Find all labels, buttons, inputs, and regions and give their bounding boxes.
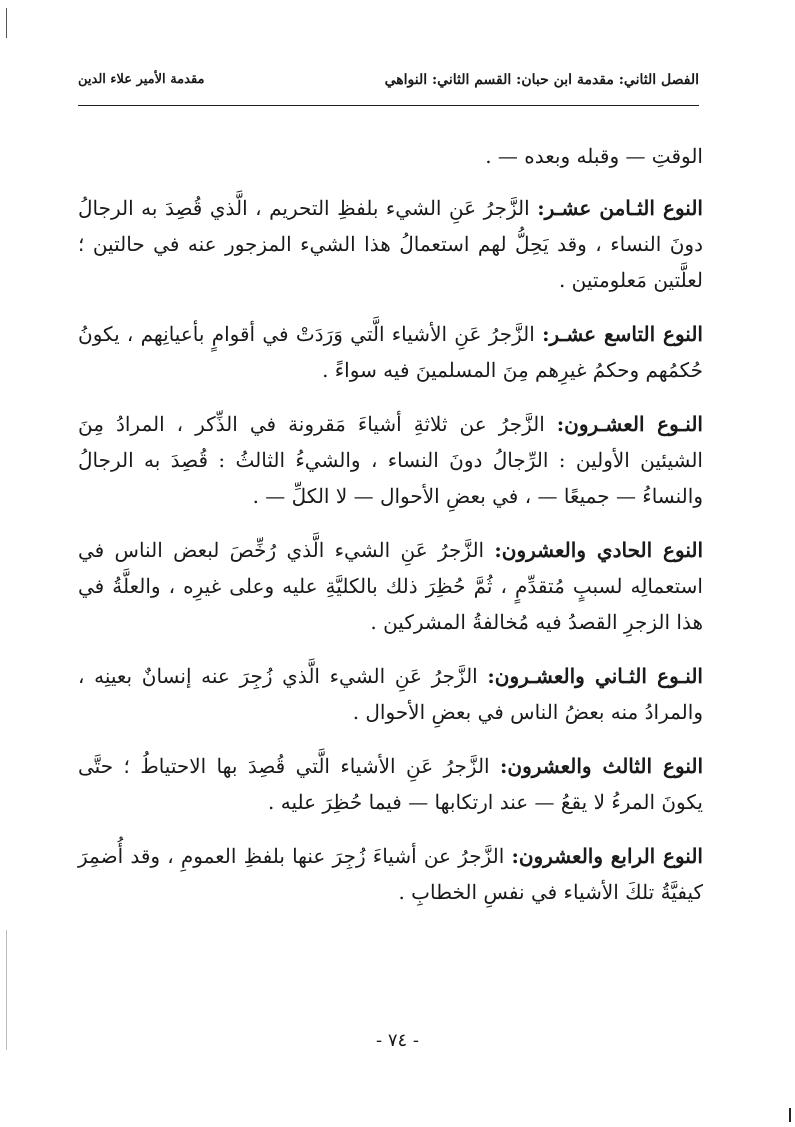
paragraph-type-19	[78, 316, 703, 388]
paragraph-type-23	[78, 748, 703, 820]
paragraph-heading: النوع الثالث والعشرون:	[500, 754, 704, 778]
paragraph-heading: النوع الحادي والعشرون:	[494, 538, 704, 562]
paragraph-text: الزَّجرُ عَنِ الشيء بلفظِ التحريم ، الَّذي قُصِدَ به الرجالُ دونَ النساء ، وقد يَحِلُّ لهم استعمالُ هذا الشيء المزجور عنه في حالتين ؛ لعلَّتين مَعلومتين .	[78, 196, 704, 292]
paragraph-type-18	[78, 190, 703, 298]
paragraph-heading: النـوع العشـرون:	[556, 412, 703, 436]
paragraph-heading: النوع التاسع عشـر:	[542, 322, 703, 346]
paragraph-text: الزَّجرُ عن أشياءَ زُجِرَ عنها بلفظِ العمومِ ، وقد أُضمِرَ كيفيَّةُ تلكَ الأشياء في نفسِ الخطابِ .	[78, 844, 703, 904]
paragraph-text: الزَّجرُ عَنِ الأشياء الَّتي قُصِدَ بها الاحتياطُ ؛ حتَّى يكونَ المرءُ لا يقعُ — عند ارتكابها — فيما حُظِرَ عليه .	[78, 754, 703, 814]
book-section-title: مقدمة الأمير علاء الدين	[78, 72, 205, 87]
paragraph-text: الزَّجرُ عَنِ الشيء الَّذي زُجِرَ عنه إنسانٌ بعينِه ، والمرادُ منه بعضُ الناس في بعضِ الأحوال .	[78, 664, 703, 724]
paragraph-type-24	[78, 838, 703, 910]
scan-edge-mark	[789, 1108, 791, 1122]
scan-edge-line	[6, 8, 7, 38]
page-number: - ٧٤ -	[376, 1030, 419, 1051]
running-header	[78, 62, 699, 106]
paragraph-type-22	[78, 658, 703, 730]
paragraph-text: الزَّجرُ عَنِ الشيء الَّذي رُخِّصَ لبعض الناس في استعمالِه لسببٍ مُتقدِّمٍ ، ثُمَّ حُظِرَ ذلك بالكليَّةِ عليه وعلى غيرِه ، والعلَّةُ في هذا الزجرِ القصدُ فيه مُخالفةُ المشركين .	[78, 538, 703, 634]
paragraph-heading: النـوع الثـاني والعشـرون:	[487, 664, 703, 688]
page-body	[78, 138, 703, 928]
paragraph-type-21	[78, 532, 703, 640]
paragraph-continuation	[78, 138, 703, 174]
paragraph-type-20	[78, 406, 703, 514]
header-rule	[78, 105, 699, 106]
paragraph-text: الزَّجرُ عَنِ الأشياء الَّتي وَرَدَتْ في أقوامٍ بأعيانِهم ، يكونُ حُكمُهم وحكمُ غيرِهم مِنَ المسلمينَ فيه سواءً .	[78, 322, 703, 382]
paragraph-heading: النوع الرابع والعشرون:	[511, 844, 703, 868]
paragraph-heading: النوع الثـامن عشـر:	[537, 196, 703, 220]
chapter-title: الفصل الثاني: مقدمة ابن حبان: القسم الثاني: النواهي	[384, 72, 699, 88]
paragraph-text: الزَّجرُ عن ثلاثةِ أشياءَ مَقرونة في الذِّكر ، المرادُ مِنَ الشيئين الأولين : الرِّجالُ دونَ النساء ، والشيءُ الثالثُ : قُصِدَ به الرجالُ والنساءُ — جميعًا — ، في بعضِ الأحوال — لا الكلِّ — .	[78, 412, 703, 508]
paragraph-text: الوقتِ — وقبله وبعده — .	[485, 144, 703, 168]
